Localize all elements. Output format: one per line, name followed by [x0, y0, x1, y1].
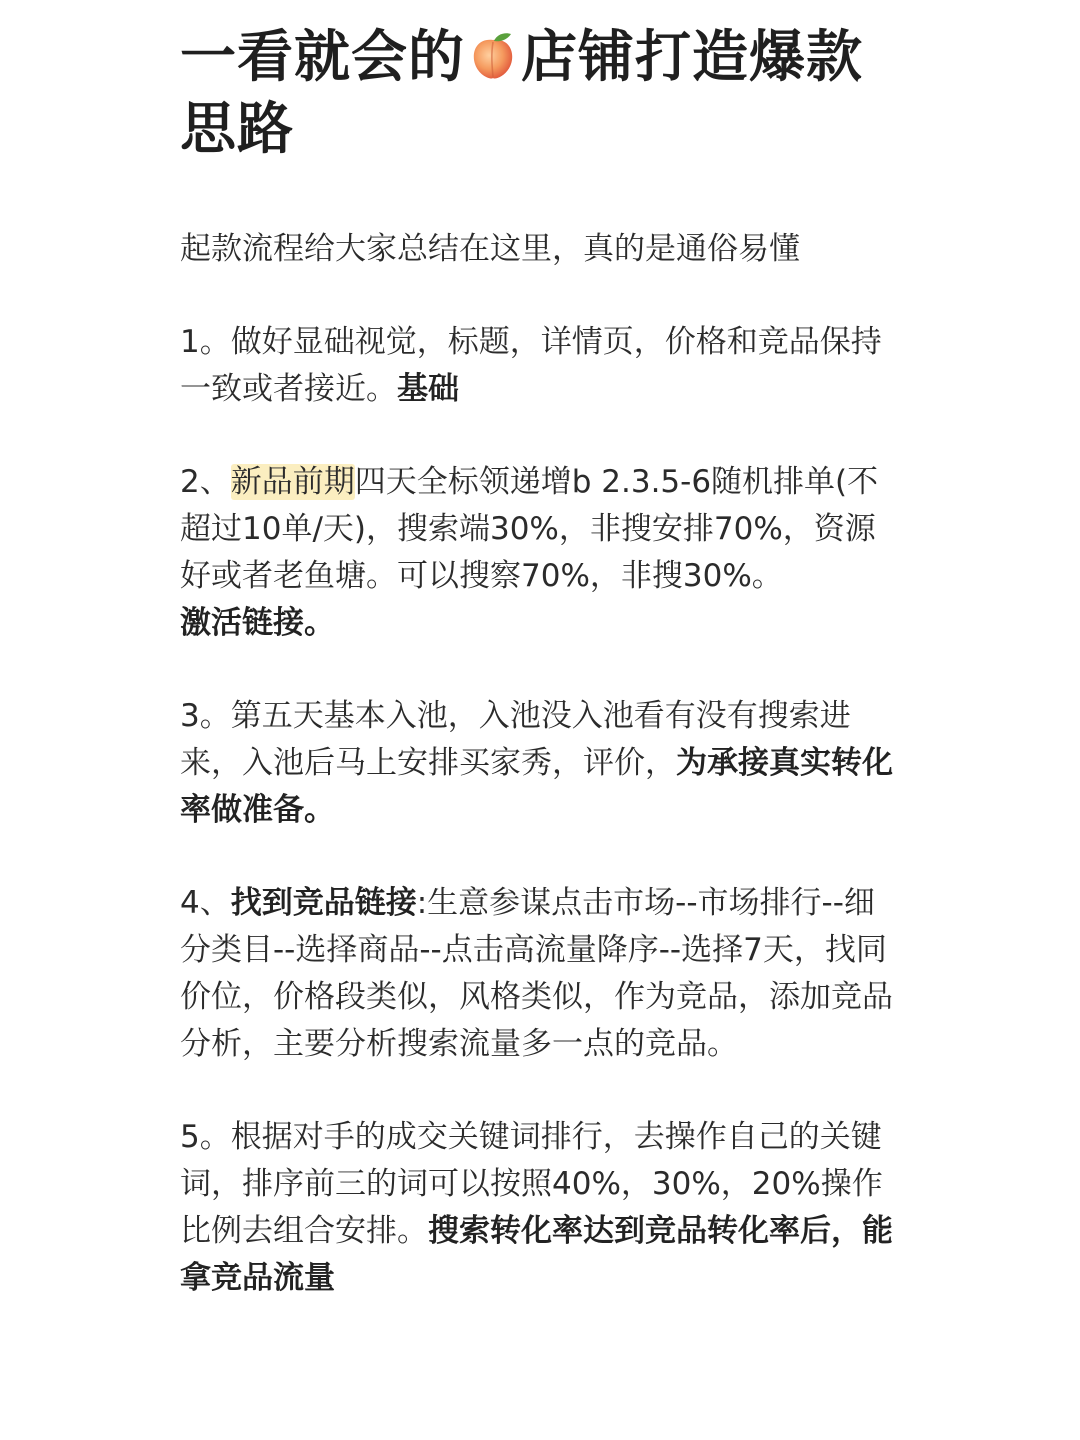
step-4	[180, 880, 900, 1068]
step-1-text: 1。做好显础视觉，标题，详情页，价格和竞品保持一致或者接近。	[180, 324, 882, 407]
title-text-part1: 一看就会的	[180, 25, 465, 90]
peach-icon	[467, 30, 519, 82]
step-5-text: 5。根据对手的成交关键词排行，去操作自己的关键词，排序前三的词可以按照40%，30%，20%操作比例去组合安排。	[180, 1119, 883, 1249]
step-5	[180, 1114, 900, 1302]
step-2-bold: 激活链接。	[180, 605, 335, 641]
step-4-prefix: 4、	[180, 885, 231, 921]
post-content	[180, 22, 900, 1302]
step-1	[180, 319, 900, 413]
step-4-text: :生意参谋点击市场--市场排行--细分类目--选择商品--点击高流量降序--选择7天，找同价位，价格段类似，风格类似，作为竞品，添加竞品分析，主要分析搜索流量多一点的竞品。	[180, 885, 893, 1062]
step-4-bold: 找到竞品链接	[230, 885, 417, 921]
step-1-bold: 基础	[397, 371, 459, 407]
intro-text: 起款流程给大家总结在这里，真的是通俗易懂	[180, 231, 800, 267]
title-text-part2: 店铺打造爆款思路	[180, 25, 863, 162]
step-2-prefix: 2、	[180, 464, 231, 500]
step-2	[180, 459, 900, 647]
step-2-text: 四天全标领递增b 2.3.5-6随机排单(不超过10单/天)，搜索端30%，非搜安排70%，资源好或者老鱼塘。可以搜察70%，非搜30%。	[180, 464, 879, 594]
step-3-bold: 为承接真实转化率做准备。	[180, 745, 893, 828]
step-3	[180, 693, 900, 834]
step-2-highlight: 新品前期	[230, 464, 355, 500]
step-5-bold: 搜索转化率达到竞品转化率后，能拿竞品流量	[180, 1213, 893, 1296]
step-3-text: 3。第五天基本入池，入池没入池看有没有搜索进来，入池后马上安排买家秀，评价，	[180, 698, 851, 781]
post-title	[180, 22, 900, 166]
